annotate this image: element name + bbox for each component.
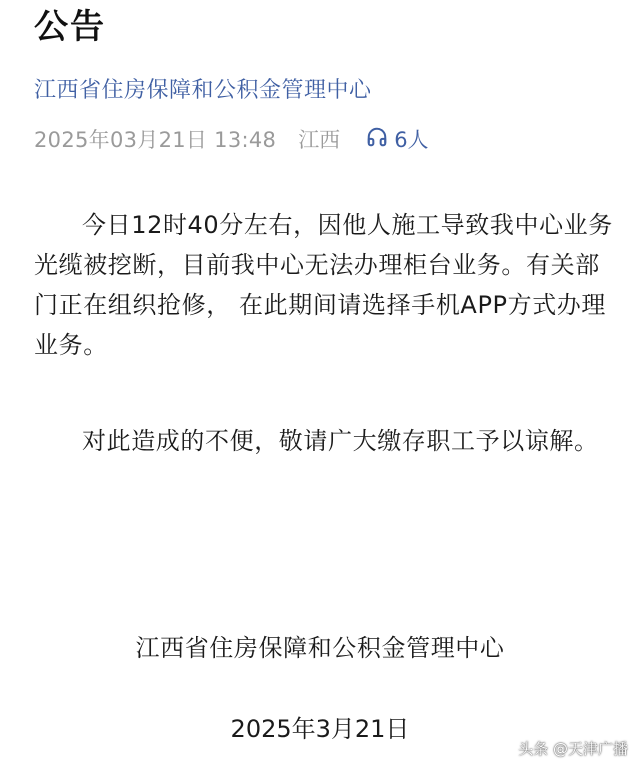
listen-button[interactable]: [366, 124, 428, 154]
signature-date: 2025年3月21日: [230, 715, 410, 743]
source-watermark: 头条 @天津广播: [518, 740, 628, 758]
body-paragraph-1: 今日12时40分左右，因他人施工导致我中心业务光缆被挖断，目前我中心无法办理柜台业务。有关部门正在组织抢修， 在此期间请选择手机APP方式办理业务。: [34, 211, 613, 359]
body-paragraph-2: 对此造成的不便，敬请广大缴存职工予以谅解。: [82, 427, 599, 455]
account-name-link[interactable]: 江西省住房保障和公积金管理中心: [34, 78, 372, 103]
signature-organization: 江西省住房保障和公积金管理中心: [135, 634, 505, 662]
article-meta: [34, 122, 429, 156]
listener-count: 6人: [394, 128, 429, 152]
publish-date: 2025年03月21日 13:48: [34, 128, 277, 152]
publish-region: 江西: [298, 128, 341, 152]
page-title: 公告: [34, 7, 106, 47]
headphones-icon: [366, 126, 394, 153]
